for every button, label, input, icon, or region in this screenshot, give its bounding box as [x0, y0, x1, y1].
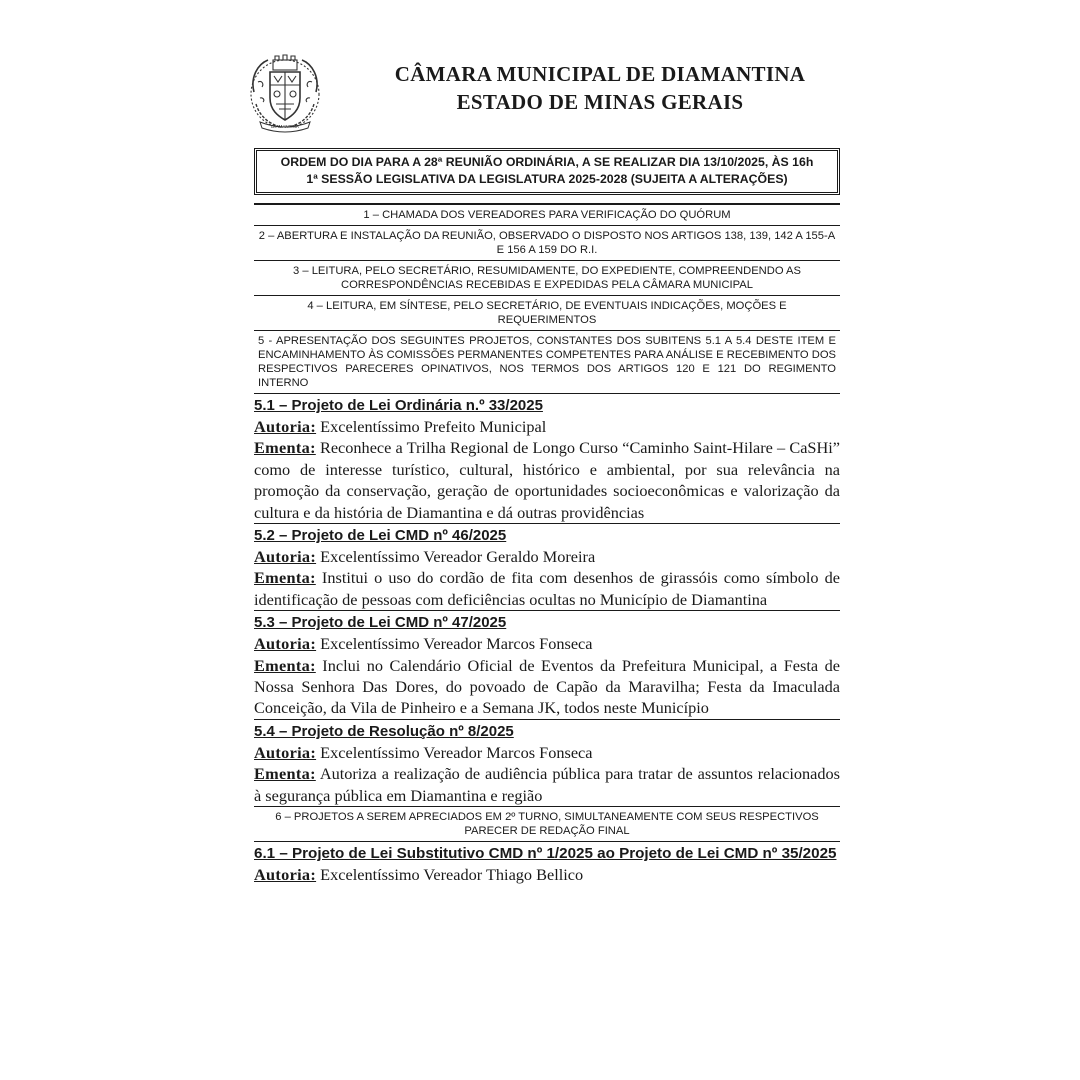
project-5-3-title: 5.3 – Projeto de Lei CMD nº 47/2025	[254, 610, 840, 633]
project-6-1-title: 6.1 – Projeto de Lei Substitutivo CMD nº 1/2025 ao Projeto de Lei CMD nº 35/2025	[254, 841, 840, 864]
project-5-2-title: 5.2 – Projeto de Lei CMD nº 46/2025	[254, 523, 840, 546]
agenda-item-4: 4 – LEITURA, EM SÍNTESE, PELO SECRETÁRIO, DE EVENTUAIS INDICAÇÕES, MOÇÕES E REQUERIMENTOS	[254, 295, 840, 330]
institution-header	[340, 60, 860, 116]
order-of-day-box	[254, 148, 840, 195]
project-5-2-autoria: Autoria: Excelentíssimo Vereador Geraldo Moreira	[254, 547, 596, 567]
svg-text:DIAMANTINA: DIAMANTINA	[271, 124, 299, 129]
project-5-4-ementa: Ementa: Autoriza a realização de audiência pública para tratar de assuntos relacionados à segurança pública em Diamantina e região	[254, 764, 841, 805]
project-5-4-title: 5.4 – Projeto de Resolução nº 8/2025	[254, 719, 840, 742]
project-5-3-autoria: Autoria: Excelentíssimo Vereador Marcos Fonseca	[254, 634, 593, 654]
agenda-item-1: 1 – CHAMADA DOS VEREADORES PARA VERIFICAÇÃO DO QUÓRUM	[254, 203, 840, 225]
project-5-4-autoria: Autoria: Excelentíssimo Vereador Marcos Fonseca	[254, 742, 593, 762]
agenda-item-5: 5 - APRESENTAÇÃO DOS SEGUINTES PROJETOS, CONSTANTES DOS SUBITENS 5.1 A 5.4 DESTE ITEM E ENCAMINHAMENTO ÀS COMISSÕES PERMANENTES COMPETENTES PARA ANÁLISE E RECEBIMENTO DOS RESPECTIVOS PARECERES OPINATIVOS, NOS TERMOS DOS ARTIGOS 120 E 121 DO REGIMENTO INTERNO	[254, 330, 840, 393]
order-line-2: 1ª SESSÃO LEGISLATIVA DA LEGISLATURA 2025-2028 (SUJEITA A ALTERAÇÕES)	[306, 172, 788, 186]
project-5-2-ementa: Ementa: Institui o uso do cordão de fita com desenhos de girassóis como símbolo de identificação de pessoas com deficiências ocultas no Município de Diamantina	[254, 568, 840, 609]
project-5-1-autoria: Autoria: Excelentíssimo Prefeito Municipal	[254, 417, 547, 436]
agenda-item-3: 3 – LEITURA, PELO SECRETÁRIO, RESUMIDAMENTE, DO EXPEDIENTE, COMPREENDENDO AS CORRESPONDÊNCIAS RECEBIDAS E EXPEDIDAS PELA CÂMARA MUNICIPAL	[254, 260, 840, 295]
municipal-coat-of-arms-icon	[246, 52, 324, 134]
project-5-1-title: 5.1 – Projeto de Lei Ordinária n.º 33/2025	[254, 393, 840, 416]
project-5-3-ementa: Ementa: Inclui no Calendário Oficial de Eventos da Prefeitura Municipal, a Festa de Nossa Senhora Das Dores, do povoado de Capão da Maravilha; Festa da Imaculada Conceição, da Vila de Pinheiro e a Semana JK, todos neste Município	[254, 655, 840, 718]
agenda-column	[254, 148, 840, 886]
institution-state: ESTADO DE MINAS GERAIS	[456, 90, 744, 114]
project-6-1-autoria: Autoria: Excelentíssimo Vereador Thiago Bellico	[254, 865, 584, 885]
project-5-1-ementa: Ementa: Reconhece a Trilha Regional de Longo Curso “Caminho Saint-Hilare – CaSHi” como de interesse turístico, cultural, histórico e ambiental, por sua relevância na promoção da conservação, geração de oportunidades socioeconômicas e valorização da cultura e da história de Diamantina e dá outras providências	[254, 438, 840, 522]
institution-name: CÂMARA MUNICIPAL DE DIAMANTINA	[394, 62, 806, 86]
agenda-item-2: 2 – ABERTURA E INSTALAÇÃO DA REUNIÃO, OBSERVADO O DISPOSTO NOS ARTIGOS 138, 139, 142 A 155-A E 156 A 159 DO R.I.	[254, 225, 840, 260]
agenda-item-6: 6 – PROJETOS A SEREM APRECIADOS EM 2º TURNO, SIMULTANEAMENTE COM SEUS RESPECTIVOS PARECER DE REDAÇÃO FINAL	[254, 806, 840, 841]
order-line-1: ORDEM DO DIA PARA A 28ª REUNIÃO ORDINÁRIA, A SE REALIZAR DIA 13/10/2025, ÀS 16h	[280, 155, 814, 169]
